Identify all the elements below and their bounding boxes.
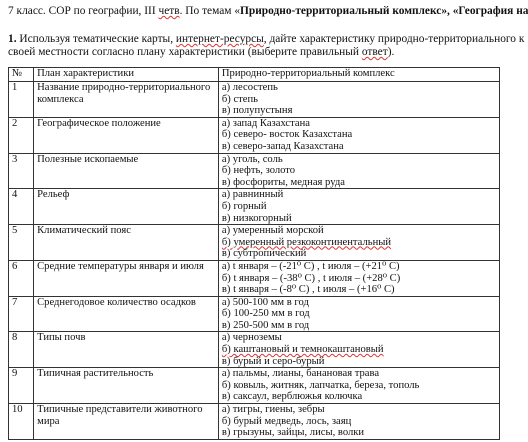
answer-option: в) t января – (-8⁰ C) , t июля – (+16⁰ C) bbox=[221, 284, 395, 296]
row-plan: Типичные представители животного мира bbox=[34, 404, 219, 440]
answer-option: в) грызуны, зайцы, лисы, волки bbox=[221, 427, 365, 439]
row-plan: Средние температуры января и июля bbox=[34, 260, 219, 296]
header-middle: . По темам « bbox=[179, 5, 241, 17]
header-topic-1: Природно-территориальный комплекс bbox=[240, 5, 442, 17]
characteristics-table bbox=[8, 67, 500, 440]
row-plan: Типичная растительность bbox=[34, 368, 219, 404]
answer-option: а) t января – (-21⁰ C) , t июля – (+21⁰ C) bbox=[221, 260, 400, 272]
row-plan: Название природно-территориального комплекса bbox=[34, 82, 219, 118]
task-instruction-line-1 bbox=[8, 33, 524, 46]
table-row bbox=[9, 189, 500, 225]
header-term-word: четв bbox=[158, 5, 180, 17]
answer-option: б) горный bbox=[221, 200, 267, 212]
row-options bbox=[218, 332, 499, 368]
table-row bbox=[9, 296, 500, 332]
answer-option: б) ковыль, житняк, лапчатка, береза, тополь bbox=[221, 379, 420, 391]
table-row bbox=[9, 153, 500, 189]
task-line2-a: своей местности согласно плану характеристики (выберите правильный bbox=[8, 46, 362, 58]
table-row bbox=[9, 260, 500, 296]
answer-option: в) субтропический bbox=[221, 248, 307, 260]
row-number: 6 bbox=[9, 260, 34, 296]
task-line2-link: ответ bbox=[361, 46, 388, 58]
row-plan: Полезные ископаемые bbox=[34, 153, 219, 189]
answer-option: а) пальмы, лианы, банановая трава bbox=[221, 368, 380, 380]
answer-option: б) степь bbox=[221, 93, 258, 105]
answer-option: в) северо-запад Казахстана bbox=[221, 140, 344, 152]
answer-option: в) 250-500 мм в год bbox=[221, 319, 310, 331]
answer-option: б) нефть, золото bbox=[221, 165, 296, 177]
answer-option: а) уголь, соль bbox=[221, 153, 283, 165]
answer-option: б) каштановый и темнокаштановый bbox=[221, 344, 384, 356]
answer-option: а) черноземы bbox=[221, 332, 282, 344]
row-options bbox=[218, 82, 499, 118]
answer-option: а) умеренный морской bbox=[221, 225, 324, 237]
row-options bbox=[218, 189, 499, 225]
row-plan: Среднегодовое количество осадков bbox=[34, 296, 219, 332]
header-topic-2: География на bbox=[458, 5, 528, 17]
answer-option: б) умеренный резкоконтинентальный bbox=[221, 236, 392, 248]
answer-option: в) фосфориты, медная руда bbox=[221, 176, 345, 188]
row-plan: Климатический пояс bbox=[34, 225, 219, 261]
answer-option: б) t января – (-38⁰ C) , t июля – (+28⁰ C) bbox=[221, 272, 401, 284]
row-plan: Рельеф bbox=[34, 189, 219, 225]
row-options bbox=[218, 153, 499, 189]
header-plan: План характеристики bbox=[34, 68, 219, 82]
answer-option: б) 100-250 мм в год bbox=[221, 308, 310, 320]
row-number: 9 bbox=[9, 368, 34, 404]
row-number: 4 bbox=[9, 189, 34, 225]
answer-option: в) саксаул, верблюжья колючка bbox=[221, 391, 363, 403]
header-prefix: 7 класс. СОР по географии, III bbox=[8, 5, 159, 17]
table-row bbox=[9, 117, 500, 153]
table-row bbox=[9, 225, 500, 261]
row-options bbox=[218, 225, 499, 261]
answer-option: а) 500-100 мм в год bbox=[221, 296, 309, 308]
table-header-row bbox=[9, 68, 500, 82]
header-number: № bbox=[9, 68, 34, 82]
header-separator: », « bbox=[441, 5, 459, 17]
row-number: 1 bbox=[9, 82, 34, 118]
row-options bbox=[218, 368, 499, 404]
row-options bbox=[218, 296, 499, 332]
row-number: 7 bbox=[9, 296, 34, 332]
answer-option: а) запад Казахстана bbox=[221, 117, 310, 129]
row-options bbox=[218, 404, 499, 440]
document-header bbox=[8, 5, 528, 18]
row-number: 2 bbox=[9, 117, 34, 153]
row-plan: Географическое положение bbox=[34, 117, 219, 153]
task-number: 1. bbox=[8, 33, 17, 45]
header-complex: Природно-территориальный комплекс bbox=[218, 68, 499, 82]
answer-option: а) равнинный bbox=[221, 189, 284, 201]
task-line1-a: Используя тематические карты, bbox=[16, 33, 176, 45]
task-instruction-line-2 bbox=[8, 46, 394, 59]
task-line2-b: ). bbox=[387, 46, 395, 58]
answer-option: в) полупустыня bbox=[221, 105, 293, 117]
row-options bbox=[218, 260, 499, 296]
table-row bbox=[9, 332, 500, 368]
task-line1-b: , дайте характеристику природно-территориального к bbox=[263, 33, 525, 45]
row-options bbox=[218, 117, 499, 153]
answer-option: б) северо- восток Казахстана bbox=[221, 129, 353, 141]
table-row bbox=[9, 368, 500, 404]
table-row bbox=[9, 404, 500, 440]
row-number: 10 bbox=[9, 404, 34, 440]
answer-option: б) бурый медведь, лось, заяц bbox=[221, 415, 352, 427]
answer-option: а) тигры, гиены, зебры bbox=[221, 404, 325, 416]
answer-option: в) бурый и серо-бурый bbox=[221, 355, 325, 367]
answer-option: а) лесостепь bbox=[221, 82, 278, 93]
row-number: 5 bbox=[9, 225, 34, 261]
row-number: 3 bbox=[9, 153, 34, 189]
task-line1-link: интернет-ресурсы bbox=[175, 33, 264, 45]
row-plan: Типы почв bbox=[34, 332, 219, 368]
answer-option: в) низкогорный bbox=[221, 212, 292, 224]
table-row bbox=[9, 82, 500, 118]
row-number: 8 bbox=[9, 332, 34, 368]
